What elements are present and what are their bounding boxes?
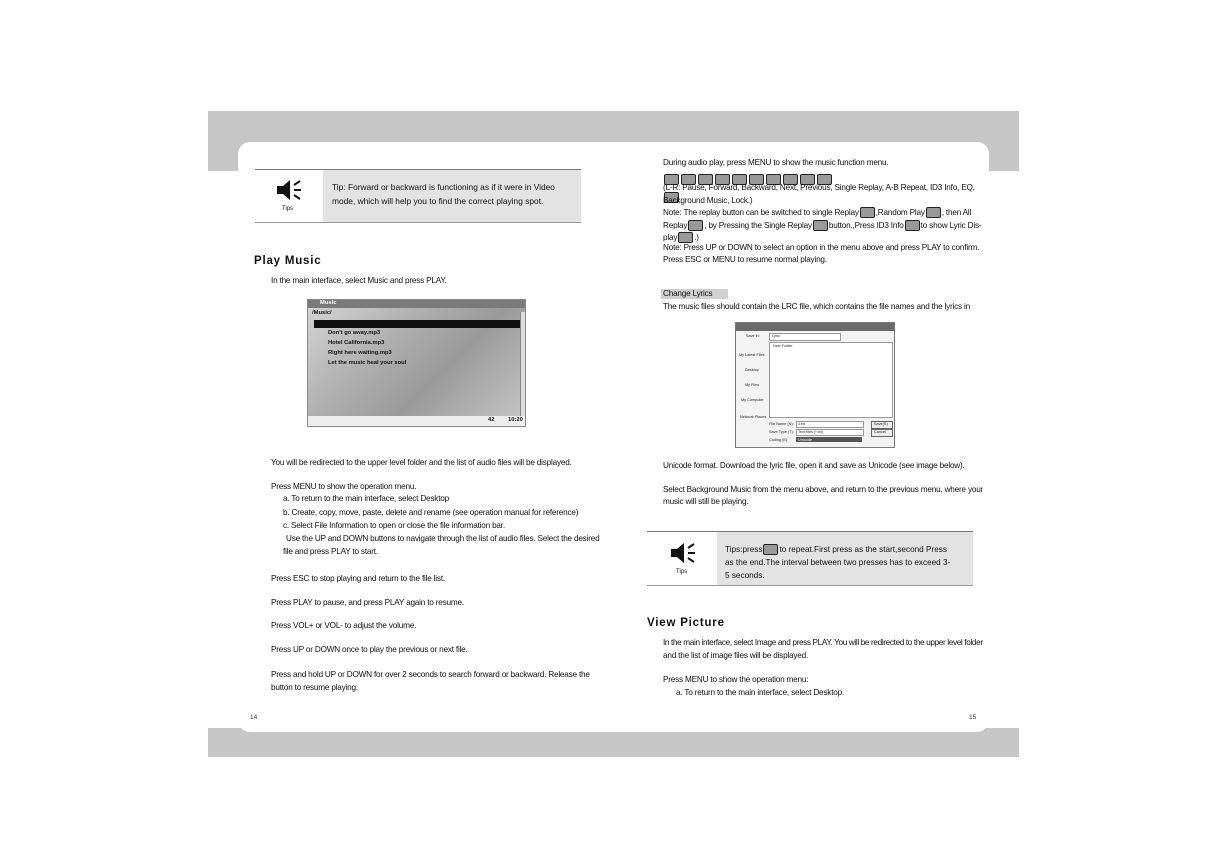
speaker-icon (669, 541, 697, 565)
screen-scrollbar (520, 312, 525, 416)
pic-line1: In the main interface, select Image and press PLAY. You will be redirected to the upper level folder (663, 638, 983, 647)
heading-play-music: Play Music (254, 255, 322, 267)
pic-line2: and the list of image files will be displayed. (663, 651, 809, 660)
para-hold1: Press and hold UP or DOWN for over 2 seconds to search forward or backward. Release the (271, 670, 590, 679)
page-number-right: 15 (969, 714, 977, 721)
lyrics-text: The music files should contain the LRC file, which contains the file names and the lyrics in (663, 302, 970, 311)
menu-a: a. To return to the main interface, select Desktop (283, 494, 449, 503)
screen-file-4: Let the music heal your soul (328, 360, 407, 366)
note2-a: Replay (663, 221, 688, 230)
screen-volume: 42 (488, 417, 495, 423)
dialog-coding-label: Coding (E): (769, 438, 789, 442)
para-bg2: music will still be playing. (663, 497, 749, 506)
note-line4: Note: Press UP or DOWN to select an option in the menu above and press PLAY to confirm. (663, 243, 980, 252)
para-esc: Press ESC to stop playing and return to the file list. (271, 574, 445, 583)
single-replay-icon (860, 207, 875, 218)
menu-b: b. Create, copy, move, paste, delete and rename (see operation manual for reference) (283, 508, 579, 517)
para-pause: Press PLAY to pause, and press PLAY again to resume. (271, 598, 464, 607)
dialog-save-button-label: Save(S) (874, 422, 888, 426)
note2-b: , by Pressing the Single Replay (704, 221, 812, 230)
dialog-file-name-value: 1.txt (798, 422, 806, 426)
music-screen (307, 299, 526, 427)
screen-time: 10:20 (508, 417, 523, 423)
bottom-band (208, 728, 1019, 757)
tip-right-line3: 5 seconds. (725, 571, 765, 580)
function-icon-strip (663, 171, 833, 181)
legend-line1: (L-R: Pause, Forward, Backward, Next, Previous, Single Replay, A-B Repeat, ID3 Info, EQ, (663, 183, 975, 192)
tip-right-line1-a: Tips:press (725, 545, 763, 554)
random-play-icon (926, 207, 941, 218)
para-vol: Press VOL+ or VOL- to adjust the volume. (271, 621, 417, 630)
screen-file-1: Don't go away.mp3 (328, 330, 381, 336)
nav-line1: Use the UP and DOWN buttons to navigate through the list of audio files. Select the desired (286, 534, 600, 543)
screen-title-bar (308, 300, 525, 308)
note-line1 (663, 206, 971, 219)
change-lyrics-label: Change Lyrics (661, 289, 728, 299)
tip-right-line1 (725, 543, 947, 556)
menu-c: c. Select File Information to open or close the file information bar. (283, 521, 505, 530)
tip-right-line1-b: to repeat.First press as the start,second Press (779, 545, 947, 554)
tip-text-line1: Tip: Forward or backward is functioning as if it were in Video (332, 182, 555, 192)
dialog-sidebar-5: Network Places (740, 415, 767, 419)
note-line5: Press ESC or MENU to resume normal playing. (663, 255, 827, 264)
tip-box-right (647, 531, 973, 586)
screen-file-3: Right here waiting.mp3 (328, 350, 392, 356)
para-updown: Press UP or DOWN once to play the previous or next file. (271, 645, 468, 654)
dialog-save-type-label: Save Type (T): (769, 430, 794, 434)
note1-c: , then All (941, 208, 972, 217)
dialog-file-list (769, 342, 893, 418)
dialog-file-name-label: File Name (N): (769, 422, 794, 426)
note3-b: .) (694, 233, 699, 242)
screen-title: Music (320, 300, 337, 306)
dialog-sidebar-4: My Computer (741, 398, 764, 402)
note1-a: Note: The replay button can be switched to single Replay (663, 208, 859, 217)
pic-menu-a: a. To return to the main interface, select Desktop. (676, 688, 845, 697)
play-music-intro: In the main interface, select Music and press PLAY. (271, 276, 447, 285)
dialog-save-in-value: Lyric (772, 334, 780, 338)
para-hold2: button to resume playing. (271, 683, 358, 692)
nav-line2: file and press PLAY to start. (283, 547, 378, 556)
para-bg1: Select Background Music from the menu above, and return to the previous menu, where your (663, 485, 984, 494)
speaker-icon (275, 178, 303, 202)
note3-a: play (663, 233, 678, 242)
tip-text-line2: mode, which will help you to find the correct playing spot. (332, 196, 544, 206)
note2-d: to show Lyric Dis- (920, 221, 982, 230)
save-dialog (735, 322, 895, 448)
para-menu: Press MENU to show the operation menu. (271, 482, 417, 491)
heading-view-picture: View Picture (647, 617, 725, 629)
note-line2 (663, 219, 981, 232)
tip-icon-label-right: Tips (676, 569, 688, 575)
audio-menu-intro: During audio play, press MENU to show the music function menu. (663, 158, 889, 167)
single-replay-icon (813, 220, 828, 231)
dialog-sidebar-3: My Files (745, 383, 760, 387)
screen-file-2: Hotel California.mp3 (328, 340, 385, 346)
tip-icon-area-right (647, 532, 717, 585)
note1-b: ,Random Play (875, 208, 925, 217)
screen-path: /Music/ (312, 310, 332, 316)
dialog-title-bar (736, 323, 894, 331)
para-unicode: Unicode format. Download the lyric file, open it and save as Unicode (see image below). (663, 461, 965, 470)
dialog-sidebar-2: Desktop (745, 368, 759, 372)
tip-right-line2: as the end.The interval between two presses has to exceed 3- (725, 558, 951, 567)
tip-icon-label: Tips (282, 206, 294, 212)
dialog-new-folder: New Folder (773, 344, 793, 348)
dialog-file-name-box (796, 421, 864, 428)
pic-menu: Press MENU to show the operation menu: (663, 675, 809, 684)
tip-icon-area (255, 170, 323, 222)
dialog-save-type-value: Text files (*.txt) (798, 430, 823, 434)
id3-info-icon (905, 220, 920, 231)
dialog-save-in-label: Save in: (746, 334, 760, 338)
dialog-coding-value: Unicode (798, 438, 812, 442)
screen-selected-row (314, 320, 520, 328)
dialog-sidebar-1: My Latest Files (739, 353, 765, 357)
page-number-left: 14 (250, 714, 258, 721)
para-redirect: You will be redirected to the upper level folder and the list of audio files will be displayed. (271, 458, 572, 467)
note2-c: button.,Press ID3 Info (828, 221, 904, 230)
dialog-cancel-button-label: Cancel (874, 430, 886, 434)
legend-line2: Background Music, Lock.) (663, 196, 753, 205)
all-replay-icon (688, 220, 703, 231)
repeat-icon (763, 544, 778, 555)
tip-box (255, 169, 581, 223)
